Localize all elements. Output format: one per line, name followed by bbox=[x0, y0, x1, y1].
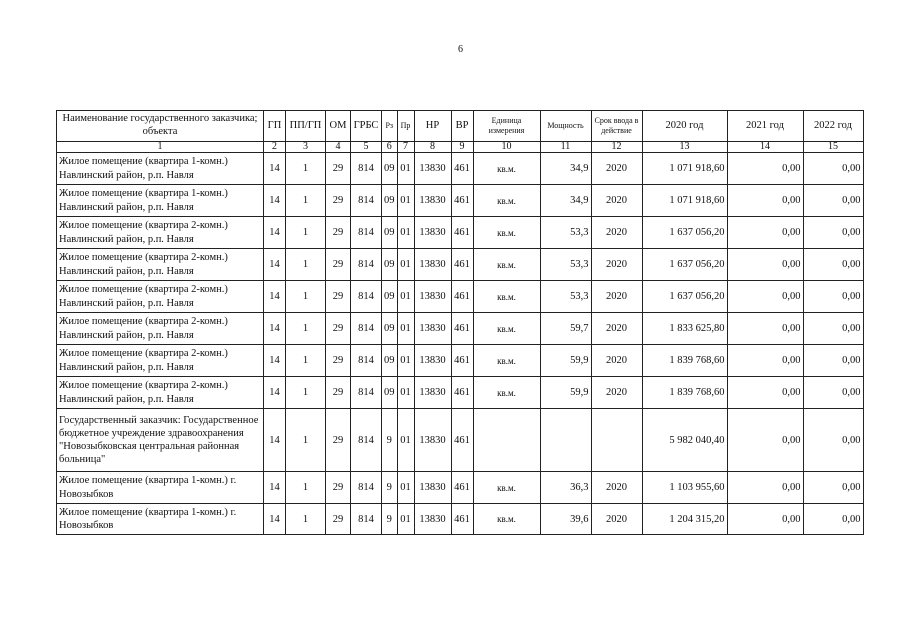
ppgp-cell: 1 bbox=[286, 313, 326, 345]
pr-cell: 01 bbox=[397, 504, 414, 535]
grbs-cell: 814 bbox=[351, 409, 382, 472]
table-row bbox=[57, 153, 864, 185]
nr-cell: 13830 bbox=[414, 472, 451, 504]
nr-cell: 13830 bbox=[414, 185, 451, 217]
capacity-cell: 39,6 bbox=[540, 504, 591, 535]
commission-date-cell: 2020 bbox=[591, 281, 642, 313]
header-ppgp: ПП/ГП bbox=[286, 111, 326, 142]
grbs-cell: 814 bbox=[351, 281, 382, 313]
table-row bbox=[57, 217, 864, 249]
header-gp: ГП bbox=[264, 111, 286, 142]
capacity-cell: 53,3 bbox=[540, 249, 591, 281]
om-cell: 29 bbox=[326, 217, 351, 249]
header-capacity: Мощность bbox=[540, 111, 591, 142]
capacity-cell: 59,7 bbox=[540, 313, 591, 345]
grbs-cell: 814 bbox=[351, 377, 382, 409]
column-number: 2 bbox=[264, 142, 286, 153]
ppgp-cell: 1 bbox=[286, 472, 326, 504]
amount-2021-cell: 0,00 bbox=[727, 217, 803, 249]
nr-cell: 13830 bbox=[414, 345, 451, 377]
header-unit: Единица измерения bbox=[473, 111, 540, 142]
ppgp-cell: 1 bbox=[286, 281, 326, 313]
om-cell: 29 bbox=[326, 185, 351, 217]
table-row bbox=[57, 345, 864, 377]
unit-cell: кв.м. bbox=[473, 153, 540, 185]
amount-2020-cell: 5 982 040,40 bbox=[642, 409, 727, 472]
capacity-cell: 59,9 bbox=[540, 345, 591, 377]
ppgp-cell: 1 bbox=[286, 153, 326, 185]
unit-cell: кв.м. bbox=[473, 313, 540, 345]
commission-date-cell: 2020 bbox=[591, 249, 642, 281]
gp-cell: 14 bbox=[264, 504, 286, 535]
rz-cell: 09 bbox=[382, 217, 398, 249]
vr-cell: 461 bbox=[451, 217, 473, 249]
header-commission-date: Срок ввода в действие bbox=[591, 111, 642, 142]
commission-date-cell: 2020 bbox=[591, 313, 642, 345]
vr-cell: 461 bbox=[451, 377, 473, 409]
header-name: Наименование государственного заказчика; объекта bbox=[57, 111, 264, 142]
table-row bbox=[57, 249, 864, 281]
capacity-cell: 59,9 bbox=[540, 377, 591, 409]
column-number: 10 bbox=[473, 142, 540, 153]
grbs-cell: 814 bbox=[351, 313, 382, 345]
object-name: Жилое помещение (квартира 2-комн.) Навлинский район, р.п. Навля bbox=[57, 345, 264, 377]
unit-cell: кв.м. bbox=[473, 281, 540, 313]
pr-cell: 01 bbox=[397, 185, 414, 217]
table-body bbox=[57, 153, 864, 535]
gp-cell: 14 bbox=[264, 409, 286, 472]
table-row bbox=[57, 313, 864, 345]
grbs-cell: 814 bbox=[351, 185, 382, 217]
ppgp-cell: 1 bbox=[286, 409, 326, 472]
unit-cell: кв.м. bbox=[473, 249, 540, 281]
unit-cell: кв.м. bbox=[473, 185, 540, 217]
object-name: Государственный заказчик: Государственное бюджетное учреждение здравоохранения "Новозыбковская центральная районная больница" bbox=[57, 409, 264, 472]
amount-2021-cell: 0,00 bbox=[727, 472, 803, 504]
amount-2020-cell: 1 839 768,60 bbox=[642, 345, 727, 377]
amount-2022-cell: 0,00 bbox=[803, 185, 863, 217]
budget-table bbox=[56, 110, 864, 535]
pr-cell: 01 bbox=[397, 217, 414, 249]
unit-cell: кв.м. bbox=[473, 472, 540, 504]
ppgp-cell: 1 bbox=[286, 185, 326, 217]
vr-cell: 461 bbox=[451, 249, 473, 281]
unit-cell: кв.м. bbox=[473, 504, 540, 535]
om-cell: 29 bbox=[326, 409, 351, 472]
column-number: 11 bbox=[540, 142, 591, 153]
nr-cell: 13830 bbox=[414, 504, 451, 535]
om-cell: 29 bbox=[326, 281, 351, 313]
amount-2022-cell: 0,00 bbox=[803, 377, 863, 409]
vr-cell: 461 bbox=[451, 313, 473, 345]
column-number: 5 bbox=[351, 142, 382, 153]
amount-2022-cell: 0,00 bbox=[803, 409, 863, 472]
amount-2020-cell: 1 071 918,60 bbox=[642, 185, 727, 217]
object-name: Жилое помещение (квартира 2-комн.) Навлинский район, р.п. Навля bbox=[57, 217, 264, 249]
rz-cell: 9 bbox=[382, 472, 398, 504]
nr-cell: 13830 bbox=[414, 249, 451, 281]
capacity-cell bbox=[540, 409, 591, 472]
om-cell: 29 bbox=[326, 345, 351, 377]
amount-2021-cell: 0,00 bbox=[727, 281, 803, 313]
pr-cell: 01 bbox=[397, 409, 414, 472]
amount-2022-cell: 0,00 bbox=[803, 249, 863, 281]
gp-cell: 14 bbox=[264, 249, 286, 281]
amount-2020-cell: 1 839 768,60 bbox=[642, 377, 727, 409]
ppgp-cell: 1 bbox=[286, 249, 326, 281]
rz-cell: 9 bbox=[382, 409, 398, 472]
column-number: 6 bbox=[382, 142, 398, 153]
amount-2021-cell: 0,00 bbox=[727, 185, 803, 217]
object-name: Жилое помещение (квартира 1-комн.) Навлинский район, р.п. Навля bbox=[57, 185, 264, 217]
grbs-cell: 814 bbox=[351, 472, 382, 504]
nr-cell: 13830 bbox=[414, 409, 451, 472]
grbs-cell: 814 bbox=[351, 504, 382, 535]
grbs-cell: 814 bbox=[351, 153, 382, 185]
amount-2022-cell: 0,00 bbox=[803, 281, 863, 313]
vr-cell: 461 bbox=[451, 153, 473, 185]
header-vr: ВР bbox=[451, 111, 473, 142]
header-rz: Рз bbox=[382, 111, 398, 142]
rz-cell: 09 bbox=[382, 249, 398, 281]
capacity-cell: 36,3 bbox=[540, 472, 591, 504]
commission-date-cell: 2020 bbox=[591, 217, 642, 249]
header-om: ОМ bbox=[326, 111, 351, 142]
commission-date-cell: 2020 bbox=[591, 504, 642, 535]
vr-cell: 461 bbox=[451, 281, 473, 313]
gp-cell: 14 bbox=[264, 313, 286, 345]
om-cell: 29 bbox=[326, 153, 351, 185]
object-name: Жилое помещение (квартира 2-комн.) Навлинский район, р.п. Навля bbox=[57, 313, 264, 345]
gp-cell: 14 bbox=[264, 217, 286, 249]
amount-2022-cell: 0,00 bbox=[803, 217, 863, 249]
gp-cell: 14 bbox=[264, 153, 286, 185]
vr-cell: 461 bbox=[451, 504, 473, 535]
om-cell: 29 bbox=[326, 313, 351, 345]
commission-date-cell: 2020 bbox=[591, 153, 642, 185]
amount-2021-cell: 0,00 bbox=[727, 313, 803, 345]
nr-cell: 13830 bbox=[414, 313, 451, 345]
header-pr: Пр bbox=[397, 111, 414, 142]
om-cell: 29 bbox=[326, 504, 351, 535]
pr-cell: 01 bbox=[397, 153, 414, 185]
header-2021: 2021 год bbox=[727, 111, 803, 142]
amount-2022-cell: 0,00 bbox=[803, 313, 863, 345]
amount-2020-cell: 1 637 056,20 bbox=[642, 281, 727, 313]
column-number: 12 bbox=[591, 142, 642, 153]
column-number: 15 bbox=[803, 142, 863, 153]
amount-2020-cell: 1 103 955,60 bbox=[642, 472, 727, 504]
nr-cell: 13830 bbox=[414, 153, 451, 185]
column-number: 7 bbox=[397, 142, 414, 153]
table-row bbox=[57, 409, 864, 472]
nr-cell: 13830 bbox=[414, 217, 451, 249]
commission-date-cell: 2020 bbox=[591, 377, 642, 409]
rz-cell: 09 bbox=[382, 153, 398, 185]
amount-2020-cell: 1 637 056,20 bbox=[642, 249, 727, 281]
unit-cell bbox=[473, 409, 540, 472]
rz-cell: 09 bbox=[382, 281, 398, 313]
ppgp-cell: 1 bbox=[286, 377, 326, 409]
column-number: 3 bbox=[286, 142, 326, 153]
header-2020: 2020 год bbox=[642, 111, 727, 142]
om-cell: 29 bbox=[326, 377, 351, 409]
rz-cell: 09 bbox=[382, 185, 398, 217]
header-row bbox=[57, 111, 864, 142]
commission-date-cell bbox=[591, 409, 642, 472]
ppgp-cell: 1 bbox=[286, 217, 326, 249]
ppgp-cell: 1 bbox=[286, 345, 326, 377]
column-number: 14 bbox=[727, 142, 803, 153]
vr-cell: 461 bbox=[451, 345, 473, 377]
unit-cell: кв.м. bbox=[473, 217, 540, 249]
amount-2022-cell: 0,00 bbox=[803, 153, 863, 185]
table-row bbox=[57, 281, 864, 313]
pr-cell: 01 bbox=[397, 313, 414, 345]
capacity-cell: 34,9 bbox=[540, 185, 591, 217]
grbs-cell: 814 bbox=[351, 249, 382, 281]
table-row bbox=[57, 377, 864, 409]
pr-cell: 01 bbox=[397, 345, 414, 377]
gp-cell: 14 bbox=[264, 185, 286, 217]
pr-cell: 01 bbox=[397, 377, 414, 409]
gp-cell: 14 bbox=[264, 472, 286, 504]
rz-cell: 9 bbox=[382, 504, 398, 535]
amount-2021-cell: 0,00 bbox=[727, 504, 803, 535]
column-number: 9 bbox=[451, 142, 473, 153]
column-number: 1 bbox=[57, 142, 264, 153]
pr-cell: 01 bbox=[397, 281, 414, 313]
rz-cell: 09 bbox=[382, 345, 398, 377]
unit-cell: кв.м. bbox=[473, 377, 540, 409]
header-nr: НР bbox=[414, 111, 451, 142]
table-row bbox=[57, 504, 864, 535]
om-cell: 29 bbox=[326, 472, 351, 504]
column-number-row bbox=[57, 142, 864, 153]
vr-cell: 461 bbox=[451, 185, 473, 217]
amount-2022-cell: 0,00 bbox=[803, 504, 863, 535]
gp-cell: 14 bbox=[264, 345, 286, 377]
column-number: 13 bbox=[642, 142, 727, 153]
nr-cell: 13830 bbox=[414, 377, 451, 409]
unit-cell: кв.м. bbox=[473, 345, 540, 377]
commission-date-cell: 2020 bbox=[591, 185, 642, 217]
object-name: Жилое помещение (квартира 2-комн.) Навлинский район, р.п. Навля bbox=[57, 249, 264, 281]
amount-2020-cell: 1 204 315,20 bbox=[642, 504, 727, 535]
vr-cell: 461 bbox=[451, 409, 473, 472]
capacity-cell: 53,3 bbox=[540, 217, 591, 249]
amount-2021-cell: 0,00 bbox=[727, 153, 803, 185]
grbs-cell: 814 bbox=[351, 345, 382, 377]
om-cell: 29 bbox=[326, 249, 351, 281]
table-row bbox=[57, 472, 864, 504]
commission-date-cell: 2020 bbox=[591, 345, 642, 377]
amount-2021-cell: 0,00 bbox=[727, 377, 803, 409]
amount-2020-cell: 1 833 625,80 bbox=[642, 313, 727, 345]
gp-cell: 14 bbox=[264, 281, 286, 313]
capacity-cell: 34,9 bbox=[540, 153, 591, 185]
amount-2021-cell: 0,00 bbox=[727, 409, 803, 472]
column-number: 8 bbox=[414, 142, 451, 153]
amount-2022-cell: 0,00 bbox=[803, 345, 863, 377]
rz-cell: 09 bbox=[382, 377, 398, 409]
object-name: Жилое помещение (квартира 1-комн.) г. Новозыбков bbox=[57, 472, 264, 504]
pr-cell: 01 bbox=[397, 472, 414, 504]
amount-2021-cell: 0,00 bbox=[727, 345, 803, 377]
object-name: Жилое помещение (квартира 1-комн.) г. Новозыбков bbox=[57, 504, 264, 535]
commission-date-cell: 2020 bbox=[591, 472, 642, 504]
table-row bbox=[57, 185, 864, 217]
capacity-cell: 53,3 bbox=[540, 281, 591, 313]
pr-cell: 01 bbox=[397, 249, 414, 281]
object-name: Жилое помещение (квартира 2-комн.) Навлинский район, р.п. Навля bbox=[57, 377, 264, 409]
object-name: Жилое помещение (квартира 1-комн.) Навлинский район, р.п. Навля bbox=[57, 153, 264, 185]
vr-cell: 461 bbox=[451, 472, 473, 504]
amount-2022-cell: 0,00 bbox=[803, 472, 863, 504]
gp-cell: 14 bbox=[264, 377, 286, 409]
amount-2020-cell: 1 071 918,60 bbox=[642, 153, 727, 185]
header-grbs: ГРБС bbox=[351, 111, 382, 142]
page-number: 6 bbox=[458, 44, 463, 55]
amount-2020-cell: 1 637 056,20 bbox=[642, 217, 727, 249]
rz-cell: 09 bbox=[382, 313, 398, 345]
column-number: 4 bbox=[326, 142, 351, 153]
nr-cell: 13830 bbox=[414, 281, 451, 313]
header-2022: 2022 год bbox=[803, 111, 863, 142]
ppgp-cell: 1 bbox=[286, 504, 326, 535]
grbs-cell: 814 bbox=[351, 217, 382, 249]
object-name: Жилое помещение (квартира 2-комн.) Навлинский район, р.п. Навля bbox=[57, 281, 264, 313]
amount-2021-cell: 0,00 bbox=[727, 249, 803, 281]
